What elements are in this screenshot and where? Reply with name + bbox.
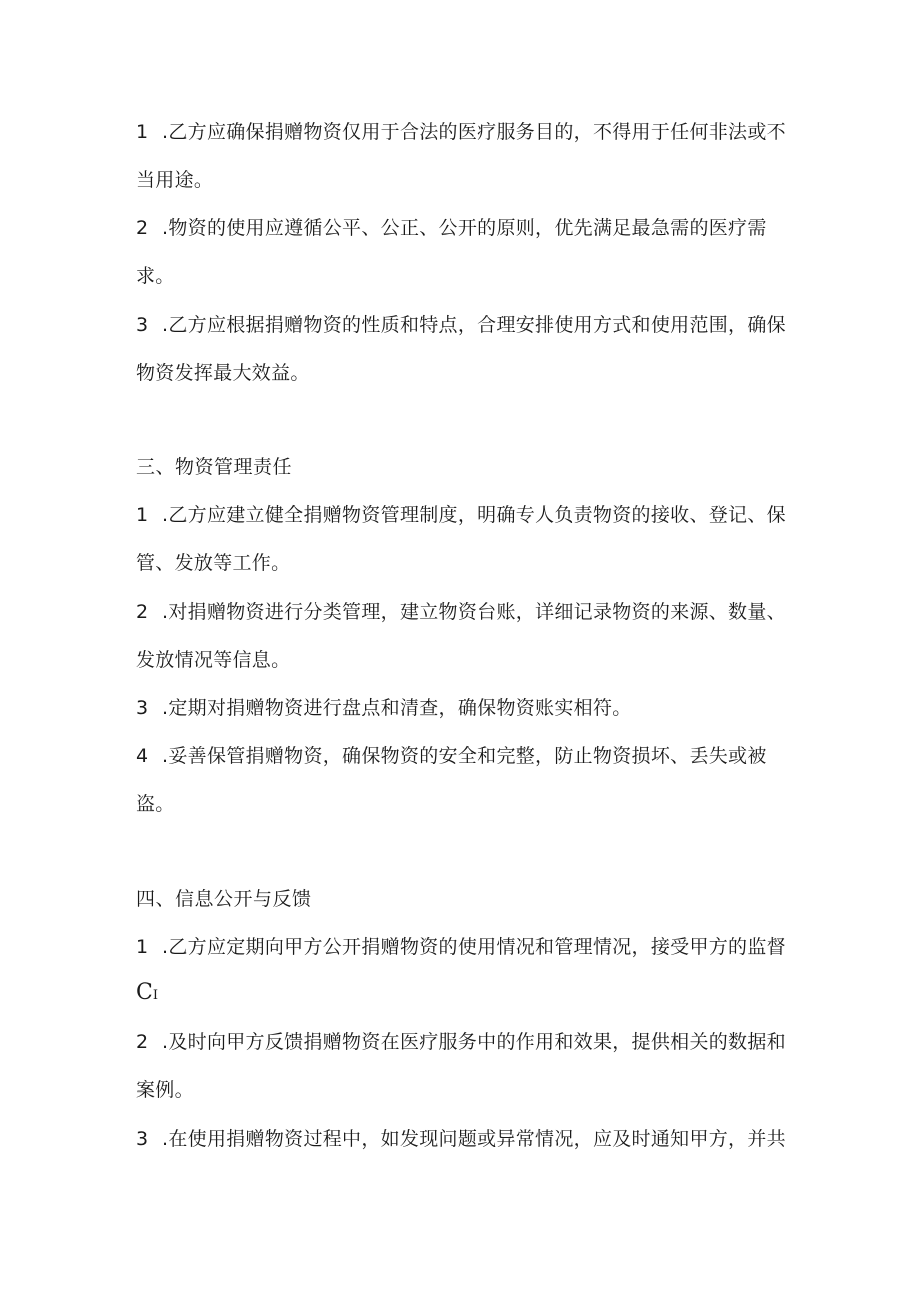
section-heading: 三、物资管理责任 <box>136 456 293 478</box>
item-text: .乙方应根据捐赠物资的性质和特点，合理安排使用方式和使用范围，确保 <box>162 314 786 336</box>
item-number: 1 <box>136 121 149 143</box>
item-number: 3 <box>136 314 149 336</box>
list-item <box>136 744 786 768</box>
item-number: 4 <box>136 745 149 767</box>
item-text: .在使用捐赠物资过程中，如发现问题或异常情况，应及时通知甲方，并共 <box>162 1128 786 1150</box>
list-item <box>136 120 786 144</box>
item-text-continuation: 当用途。 <box>136 169 214 191</box>
item-number: 1 <box>136 504 149 526</box>
item-number: 1 <box>136 936 149 958</box>
item-text-continuation: 管、发放等工作。 <box>136 552 291 574</box>
list-item <box>136 313 786 337</box>
item-text-continuation <box>136 981 786 1008</box>
item-text: .及时向甲方反馈捐赠物资在医疗服务中的作用和效果，提供相关的数据和 <box>162 1031 786 1053</box>
item-text: .乙方应确保捐赠物资仅用于合法的医疗服务目的，不得用于任何非法或不 <box>162 121 786 143</box>
item-number: 2 <box>136 601 149 623</box>
item-number: 3 <box>136 1128 149 1150</box>
item-text-continuation: 盗。 <box>136 793 175 815</box>
item-number: 2 <box>136 1031 149 1053</box>
item-text: .定期对捐赠物资进行盘点和清查，确保物资账实相符。 <box>162 697 632 719</box>
item-number: 3 <box>136 697 149 719</box>
item-text: .物资的使用应遵循公平、公正、公开的原则，优先满足最急需的医疗需 <box>162 217 767 239</box>
list-item <box>136 935 786 959</box>
list-item <box>136 600 786 624</box>
list-item <box>136 696 786 720</box>
ocr-artifact-sub: I <box>152 988 158 1003</box>
item-text: .妥善保管捐赠物资，确保物资的安全和完整，防止物资损坏、丢失或被 <box>162 745 767 767</box>
item-text: .乙方应定期向甲方公开捐赠物资的使用情况和管理情况，接受甲方的监督 <box>162 936 786 958</box>
section-heading: 四、信息公开与反馈 <box>136 888 312 910</box>
list-item <box>136 216 786 240</box>
item-number: 2 <box>136 217 149 239</box>
item-text-continuation: 案例。 <box>136 1079 194 1101</box>
list-item <box>136 1030 786 1054</box>
item-text-continuation: 发放情况等信息。 <box>136 649 291 671</box>
list-item <box>136 1127 786 1151</box>
list-item <box>136 503 786 527</box>
item-text-continuation: 求。 <box>136 265 175 287</box>
item-text: .乙方应建立健全捐赠物资管理制度，明确专人负责物资的接收、登记、保 <box>162 504 786 526</box>
item-text-continuation: 物资发挥最大效益。 <box>136 362 310 384</box>
ocr-artifact-main: C <box>136 980 153 1005</box>
item-text: .对捐赠物资进行分类管理，建立物资台账，详细记录物资的来源、数量、 <box>162 601 786 623</box>
